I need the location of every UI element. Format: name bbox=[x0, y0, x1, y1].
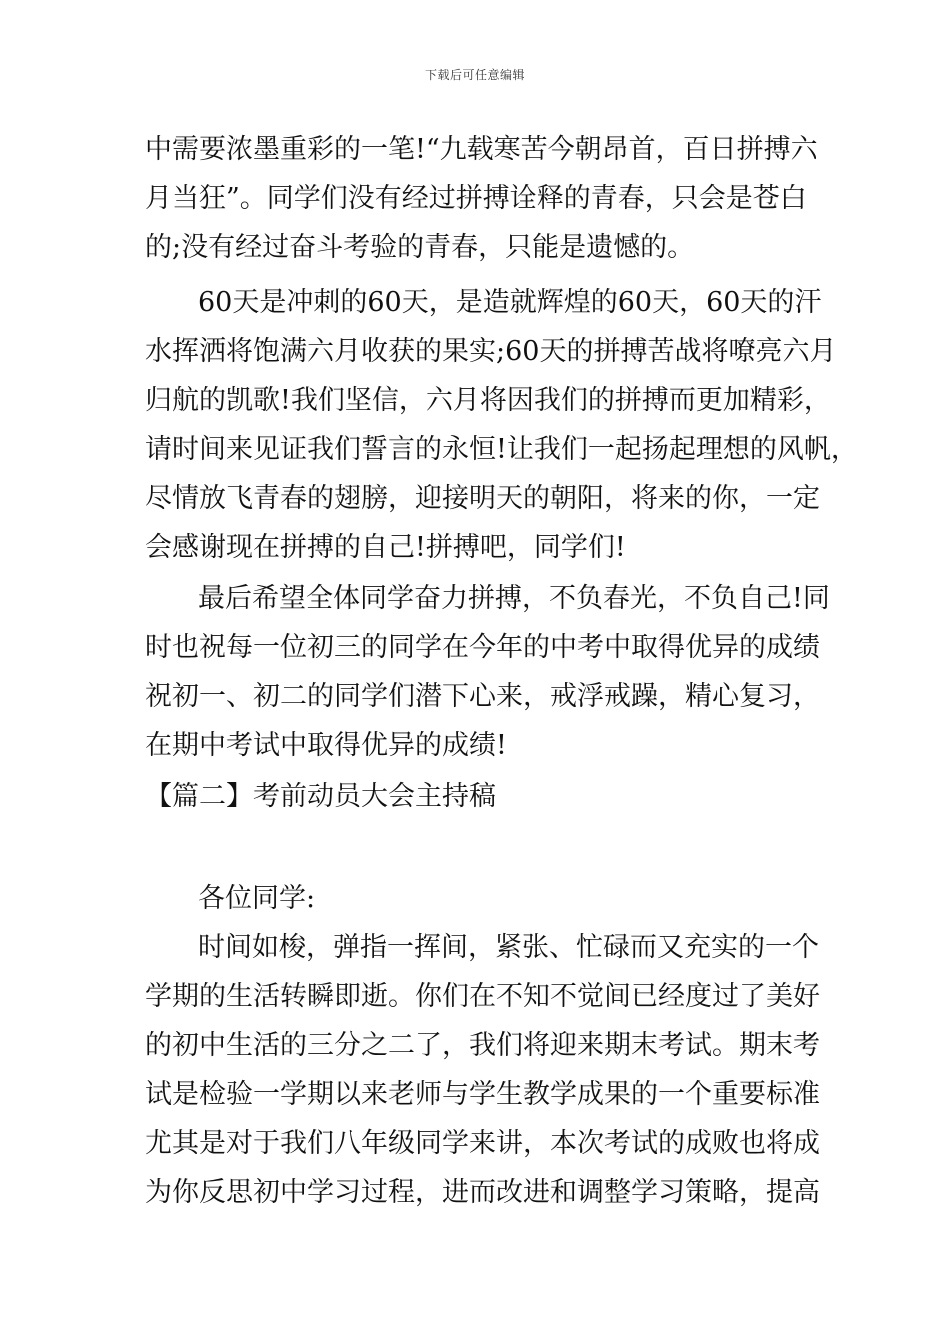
body-line: 会感谢现在拼搏的自己!拼搏吧，同学们! bbox=[145, 532, 626, 563]
body-line: 在期中考试中取得优异的成绩! bbox=[145, 730, 507, 761]
section-heading: 【篇二】考前动员大会主持稿 bbox=[145, 781, 496, 812]
body-line: 中需要浓墨重彩的一笔!“九载寒苦今朝昂首，百日拼搏六 bbox=[145, 134, 818, 165]
body-line: 为你反思初中学习过程，进而改进和调整学习策略，提高 bbox=[145, 1177, 820, 1208]
body-line: 尤其是对于我们八年级同学来讲，本次考试的成败也将成 bbox=[145, 1128, 820, 1159]
paragraph-start-line: 时间如梭，弹指一挥间，紧张、忙碌而又充实的一个 bbox=[198, 932, 819, 963]
body-line: 归航的凯歌!我们坚信，六月将因我们的拼搏而更加精彩， bbox=[145, 385, 831, 416]
body-line: 试是检验一学期以来老师与学生教学成果的一个重要标准 bbox=[145, 1079, 820, 1110]
body-line: 时也祝每一位初三的同学在今年的中考中取得优异的成绩 bbox=[145, 632, 820, 663]
body-line: 月当狂”。同学们没有经过拼搏诠释的青春，只会是苍白 bbox=[145, 183, 807, 214]
body-line: 的;没有经过奋斗考验的青春，只能是遗憾的。 bbox=[145, 232, 695, 263]
body-line: 的初中生活的三分之二了，我们将迎来期末考试。期末考 bbox=[145, 1030, 820, 1061]
salutation: 各位同学: bbox=[198, 883, 316, 914]
body-line: 水挥洒将饱满六月收获的果实;60天的拼搏苦战将嘹亮六月 bbox=[145, 336, 837, 367]
body-line: 祝初一、初二的同学们潜下心来，戒浮戒躁，精心复习， bbox=[145, 681, 820, 712]
paragraph-start-line: 最后希望全体同学奋力拼搏，不负春光，不负自己!同 bbox=[198, 583, 830, 614]
body-line: 请时间来见证我们誓言的永恒!让我们一起扬起理想的风帆， bbox=[145, 434, 858, 465]
paragraph-start-line: 60天是冲刺的60天，是造就辉煌的60天，60天的汗 bbox=[198, 287, 822, 318]
header-note: 下载后可任意编辑 bbox=[424, 68, 525, 82]
body-line: 学期的生活转瞬即逝。你们在不知不觉间已经度过了美好 bbox=[145, 981, 820, 1012]
body-line: 尽情放飞青春的翅膀，迎接明天的朝阳，将来的你，一定 bbox=[145, 483, 820, 514]
